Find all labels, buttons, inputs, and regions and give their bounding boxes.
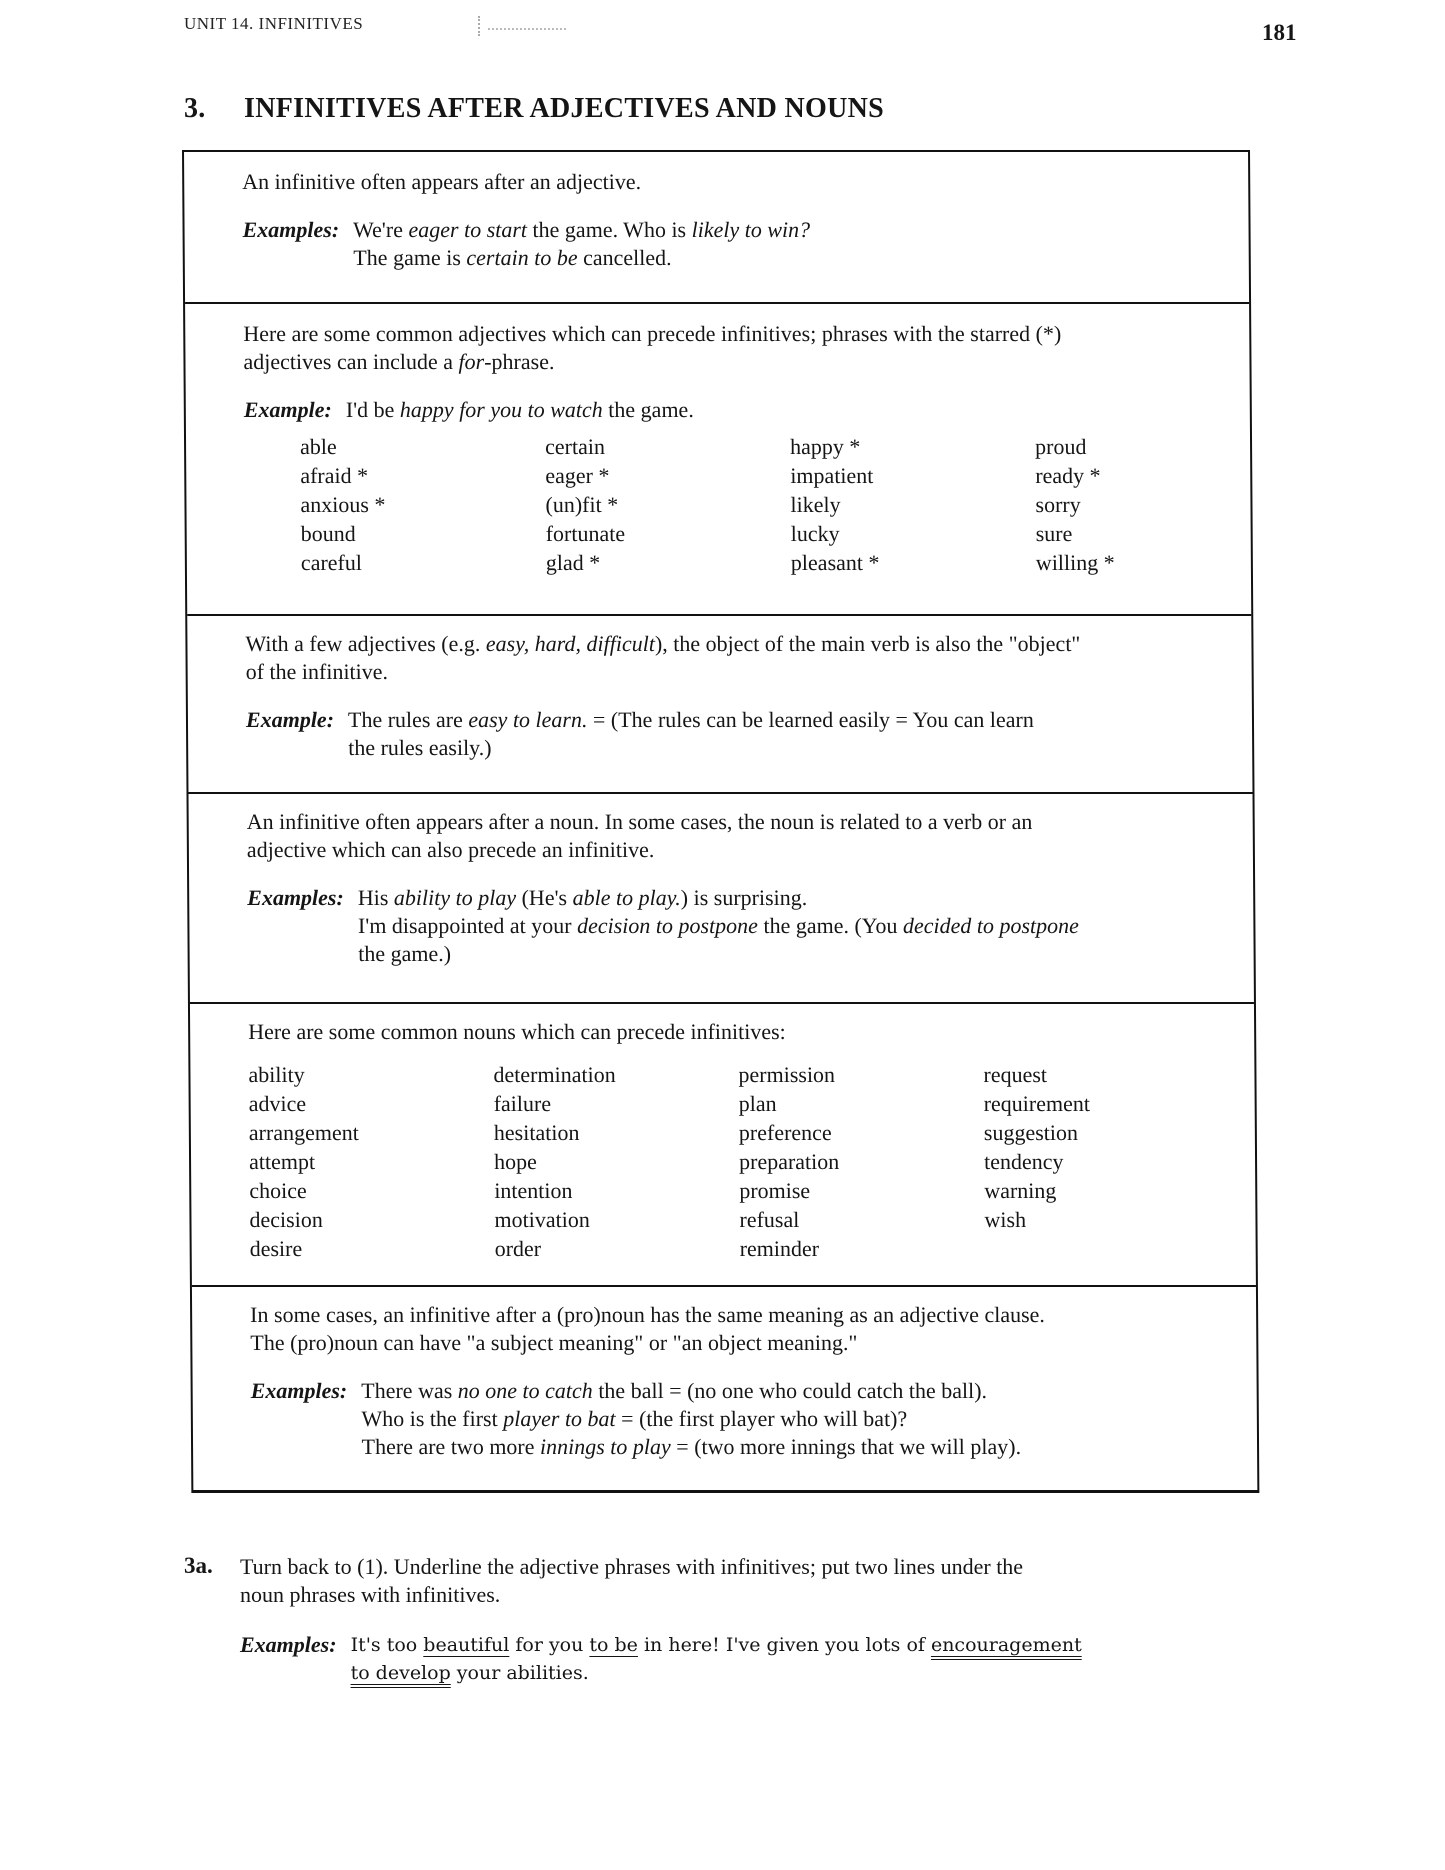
noun-item: permission xyxy=(738,1062,836,1087)
adjective-item: sure xyxy=(1035,521,1073,546)
adjective-item: happy * xyxy=(789,434,861,459)
rule-text: An infinitive often appears after an adjective. xyxy=(242,169,642,194)
panel-adjective-list xyxy=(185,302,1251,614)
example-block: Example: I'd be happy for you to watch the game. xyxy=(243,397,694,422)
noun-item: intention xyxy=(494,1178,573,1203)
adjective-item: afraid * xyxy=(300,463,369,488)
single-underline: to be xyxy=(589,1634,638,1656)
noun-item: determination xyxy=(493,1062,616,1087)
section-number: 3. xyxy=(184,93,206,124)
rule-text: An infinitive often appears after a noun. In some cases, the noun is related to a verb or an adjective which can also precede an infinitive. xyxy=(246,809,1033,862)
noun-item: attempt xyxy=(248,1149,316,1174)
noun-item: preparation xyxy=(738,1149,840,1174)
noun-item: tendency xyxy=(983,1149,1064,1174)
noun-item: reminder xyxy=(739,1236,820,1261)
noun-item xyxy=(985,1234,1230,1263)
panel-easy-adjectives xyxy=(187,614,1252,792)
adjective-item: likely xyxy=(790,492,841,517)
noun-item: order xyxy=(494,1236,542,1261)
noun-item: hesitation xyxy=(493,1120,580,1145)
example-label: Example: xyxy=(245,707,335,732)
exercise-instruction: Turn back to (1). Underline the adjective phrases with infinitives; put two lines under the noun phrases with infinitives. xyxy=(240,1554,1024,1607)
adjective-item: proud xyxy=(1034,434,1087,459)
adjective-item: ready * xyxy=(1035,463,1101,488)
adjective-item: lucky xyxy=(790,521,840,546)
noun-item: wish xyxy=(984,1207,1027,1232)
panel-noun-intro xyxy=(188,792,1253,1002)
adjective-item: anxious * xyxy=(300,492,386,517)
double-underline: to develop xyxy=(350,1662,451,1684)
panel-noun-list xyxy=(190,1002,1256,1285)
noun-item: hope xyxy=(493,1149,537,1174)
rule-text: Here are some common nouns which can precede infinitives: xyxy=(248,1019,786,1044)
adjective-list xyxy=(300,432,1251,577)
page-number: 181 xyxy=(1262,20,1297,45)
noun-item: motivation xyxy=(494,1207,590,1232)
noun-item: suggestion xyxy=(983,1120,1079,1145)
noun-item: choice xyxy=(249,1178,307,1203)
example-line: We're eager to start the game. Who is likely to win? xyxy=(353,217,811,242)
noun-list xyxy=(248,1060,1255,1263)
noun-item: warning xyxy=(984,1178,1057,1203)
rule-text: With a few adjectives (e.g. easy, hard, difficult), the object of the main verb is also the "object" of the infinitive. xyxy=(245,631,1081,684)
example-block: Examples: It's too beautiful for you to be in here! I've given you lots of encouragement to develop your abilities. xyxy=(240,1631,1194,1687)
adjective-item: bound xyxy=(300,521,356,546)
adjective-item: able xyxy=(299,434,337,459)
exercise-3a xyxy=(184,1553,1194,1687)
example-block: Examples: His ability to play (He's able to play.) is surprising. I'm disappointed at your decision to postpone the game. (You decided to postpone the game.) xyxy=(247,885,1079,966)
example-label: Example: xyxy=(243,397,332,422)
noun-item: failure xyxy=(493,1091,552,1116)
example-block xyxy=(242,216,1248,272)
noun-item: promise xyxy=(739,1178,811,1203)
adjective-item: eager * xyxy=(545,463,610,488)
example-line: The game is certain to be cancelled. xyxy=(353,245,672,270)
single-underline: beautiful xyxy=(423,1634,510,1656)
example-label: Examples: xyxy=(250,1378,348,1403)
noun-item: request xyxy=(983,1062,1048,1087)
scan-artifact xyxy=(478,14,570,36)
noun-item: plan xyxy=(738,1091,777,1116)
noun-item: arrangement xyxy=(248,1120,359,1145)
rule-text: In some cases, an infinitive after a (pro)noun has the same meaning as an adjective clause. The (pro)noun can have "a subject meaning" or "an object meaning." xyxy=(250,1302,1045,1355)
rules-box xyxy=(182,150,1259,1493)
noun-item: advice xyxy=(248,1091,307,1116)
adjective-item: (un)fit * xyxy=(545,492,619,517)
running-head: UNIT 14. INFINITIVES xyxy=(184,14,364,33)
noun-item: decision xyxy=(249,1207,323,1232)
example-label: Examples: xyxy=(247,885,344,910)
adjective-item: glad * xyxy=(545,550,601,575)
example-block: Example: The rules are easy to learn. = (The rules can be learned easily = You can learn the rules easily.) xyxy=(245,707,1034,760)
panel-pronoun-clause xyxy=(192,1285,1257,1490)
rule-text: Here are some common adjectives which can precede infinitives; phrases with the starred (*) adjectives can include a for-phrase. xyxy=(243,321,1062,374)
adjective-item: fortunate xyxy=(545,521,626,546)
adjective-item: willing * xyxy=(1035,550,1115,575)
section-title xyxy=(184,93,884,125)
adjective-item: impatient xyxy=(790,463,874,488)
section-title-text: INFINITIVES AFTER ADJECTIVES AND NOUNS xyxy=(244,93,884,124)
adjective-item: certain xyxy=(544,434,606,459)
example-label: Examples: xyxy=(242,217,340,242)
noun-item: refusal xyxy=(739,1207,800,1232)
double-underline: encouragement xyxy=(930,1634,1082,1656)
panel-adjective-intro xyxy=(184,152,1249,302)
adjective-item: pleasant * xyxy=(790,550,880,575)
noun-item: requirement xyxy=(983,1091,1091,1116)
adjective-item: sorry xyxy=(1035,492,1081,517)
noun-item: ability xyxy=(248,1062,305,1087)
noun-item: desire xyxy=(249,1236,303,1261)
example-block: Examples: There was no one to catch the ball = (no one who could catch the ball). Who is the first player to bat = (the first player who will bat)? There are two more innings to play = (two more innings that we will play). xyxy=(250,1378,1022,1459)
exercise-number: 3a. xyxy=(184,1553,213,1578)
adjective-item: careful xyxy=(300,550,363,575)
noun-item: preference xyxy=(738,1120,832,1145)
example-label: Examples: xyxy=(240,1632,337,1657)
